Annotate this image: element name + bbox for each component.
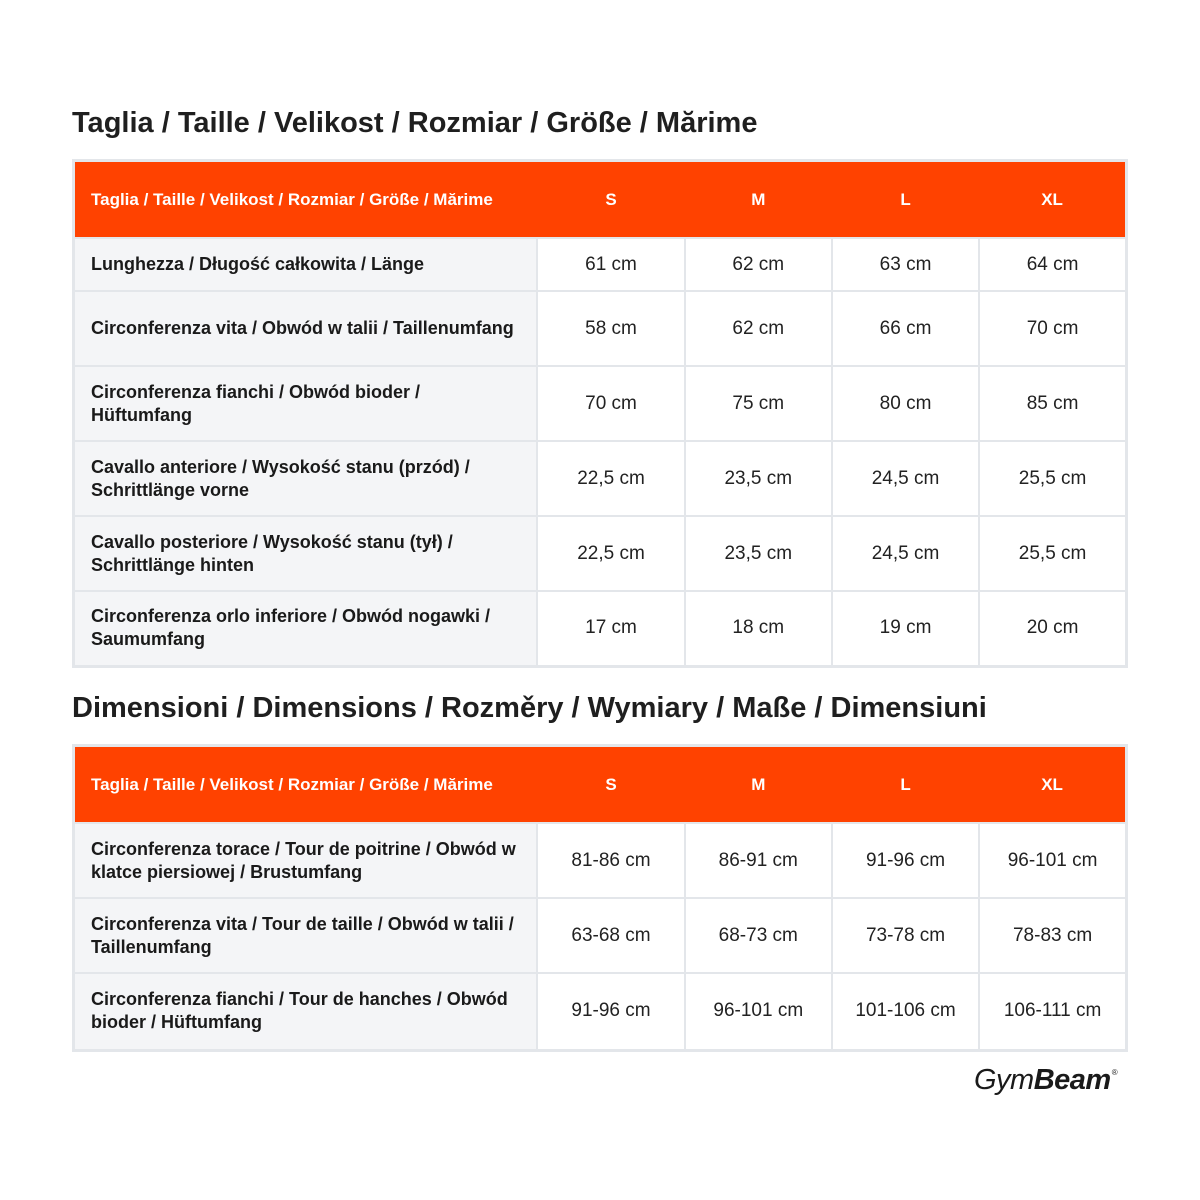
table-header-row: [74, 161, 1127, 239]
table-row: [74, 973, 1127, 1050]
header-size-s: S: [537, 746, 684, 824]
table-cell: 91-96 cm: [832, 823, 979, 898]
header-size-l: L: [832, 161, 979, 239]
table-cell: 70 cm: [979, 291, 1126, 366]
table-cell: 78-83 cm: [979, 898, 1126, 973]
header-label-cell: Taglia / Taille / Velikost / Rozmiar / Größe / Mărime: [74, 746, 538, 824]
table-cell: 64 cm: [979, 238, 1126, 291]
row-label: Circonferenza torace / Tour de poitrine / Obwód w klatce piersiowej / Brustumfang: [74, 823, 538, 898]
row-label: Cavallo posteriore / Wysokość stanu (tył) / Schrittlänge hinten: [74, 516, 538, 591]
header-size-xl: XL: [979, 746, 1126, 824]
row-label: Circonferenza vita / Tour de taille / Obwód w talii / Taillenumfang: [74, 898, 538, 973]
registered-mark: ®: [1111, 1068, 1118, 1077]
table-cell: 85 cm: [979, 366, 1126, 441]
gymbeam-logo: [974, 1064, 1130, 1100]
table-cell: 24,5 cm: [832, 516, 979, 591]
table-row: [74, 516, 1127, 591]
row-label: Circonferenza orlo inferiore / Obwód nogawki / Saumumfang: [74, 591, 538, 666]
table-cell: 106-111 cm: [979, 973, 1126, 1050]
table-cell: 58 cm: [537, 291, 684, 366]
table-row: [74, 291, 1127, 366]
size-table-garment: [72, 159, 1128, 668]
row-label: Circonferenza fianchi / Tour de hanches / Obwód bioder / Hüftumfang: [74, 973, 538, 1050]
row-label: Circonferenza fianchi / Obwód bioder / Hüftumfang: [74, 366, 538, 441]
table-cell: 86-91 cm: [685, 823, 832, 898]
table-row: [74, 441, 1127, 516]
header-size-s: S: [537, 161, 684, 239]
table-cell: 25,5 cm: [979, 441, 1126, 516]
table-cell: 25,5 cm: [979, 516, 1126, 591]
header-size-m: M: [685, 161, 832, 239]
table-cell: 63-68 cm: [537, 898, 684, 973]
size-table-body-dimensions: [72, 744, 1128, 1052]
header-size-l: L: [832, 746, 979, 824]
table-cell: 17 cm: [537, 591, 684, 666]
row-label: Lunghezza / Długość całkowita / Länge: [74, 238, 538, 291]
table-row: [74, 591, 1127, 666]
table-cell: 62 cm: [685, 291, 832, 366]
table-cell: 66 cm: [832, 291, 979, 366]
header-label-cell: Taglia / Taille / Velikost / Rozmiar / Größe / Mărime: [74, 161, 538, 239]
table-cell: 18 cm: [685, 591, 832, 666]
table-cell: 96-101 cm: [685, 973, 832, 1050]
table-row: [74, 366, 1127, 441]
table-cell: 19 cm: [832, 591, 979, 666]
row-label: Cavallo anteriore / Wysokość stanu (przód) / Schrittlänge vorne: [74, 441, 538, 516]
logo-text-gym: Gym: [974, 1064, 1034, 1096]
table-cell: 96-101 cm: [979, 823, 1126, 898]
table-cell: 70 cm: [537, 366, 684, 441]
table-cell: 23,5 cm: [685, 516, 832, 591]
table-row: [74, 238, 1127, 291]
table-cell: 73-78 cm: [832, 898, 979, 973]
table-cell: 101-106 cm: [832, 973, 979, 1050]
row-label: Circonferenza vita / Obwód w talii / Taillenumfang: [74, 291, 538, 366]
table-cell: 62 cm: [685, 238, 832, 291]
table-row: [74, 823, 1127, 898]
table-cell: 61 cm: [537, 238, 684, 291]
table-cell: 63 cm: [832, 238, 979, 291]
table-cell: 22,5 cm: [537, 516, 684, 591]
table-row: [74, 898, 1127, 973]
table-cell: 24,5 cm: [832, 441, 979, 516]
header-size-m: M: [685, 746, 832, 824]
table-cell: 22,5 cm: [537, 441, 684, 516]
table-cell: 68-73 cm: [685, 898, 832, 973]
section-title-dimensions: Dimensioni / Dimensions / Rozměry / Wymiary / Maße / Dimensiuni: [72, 692, 987, 724]
header-size-xl: XL: [979, 161, 1126, 239]
table-cell: 91-96 cm: [537, 973, 684, 1050]
table-cell: 20 cm: [979, 591, 1126, 666]
table-cell: 75 cm: [685, 366, 832, 441]
table-cell: 23,5 cm: [685, 441, 832, 516]
logo-text-beam: Beam: [1033, 1064, 1111, 1096]
section-title-sizes: Taglia / Taille / Velikost / Rozmiar / Größe / Mărime: [72, 107, 758, 139]
table-cell: 81-86 cm: [537, 823, 684, 898]
table-header-row: [74, 746, 1127, 824]
table-cell: 80 cm: [832, 366, 979, 441]
